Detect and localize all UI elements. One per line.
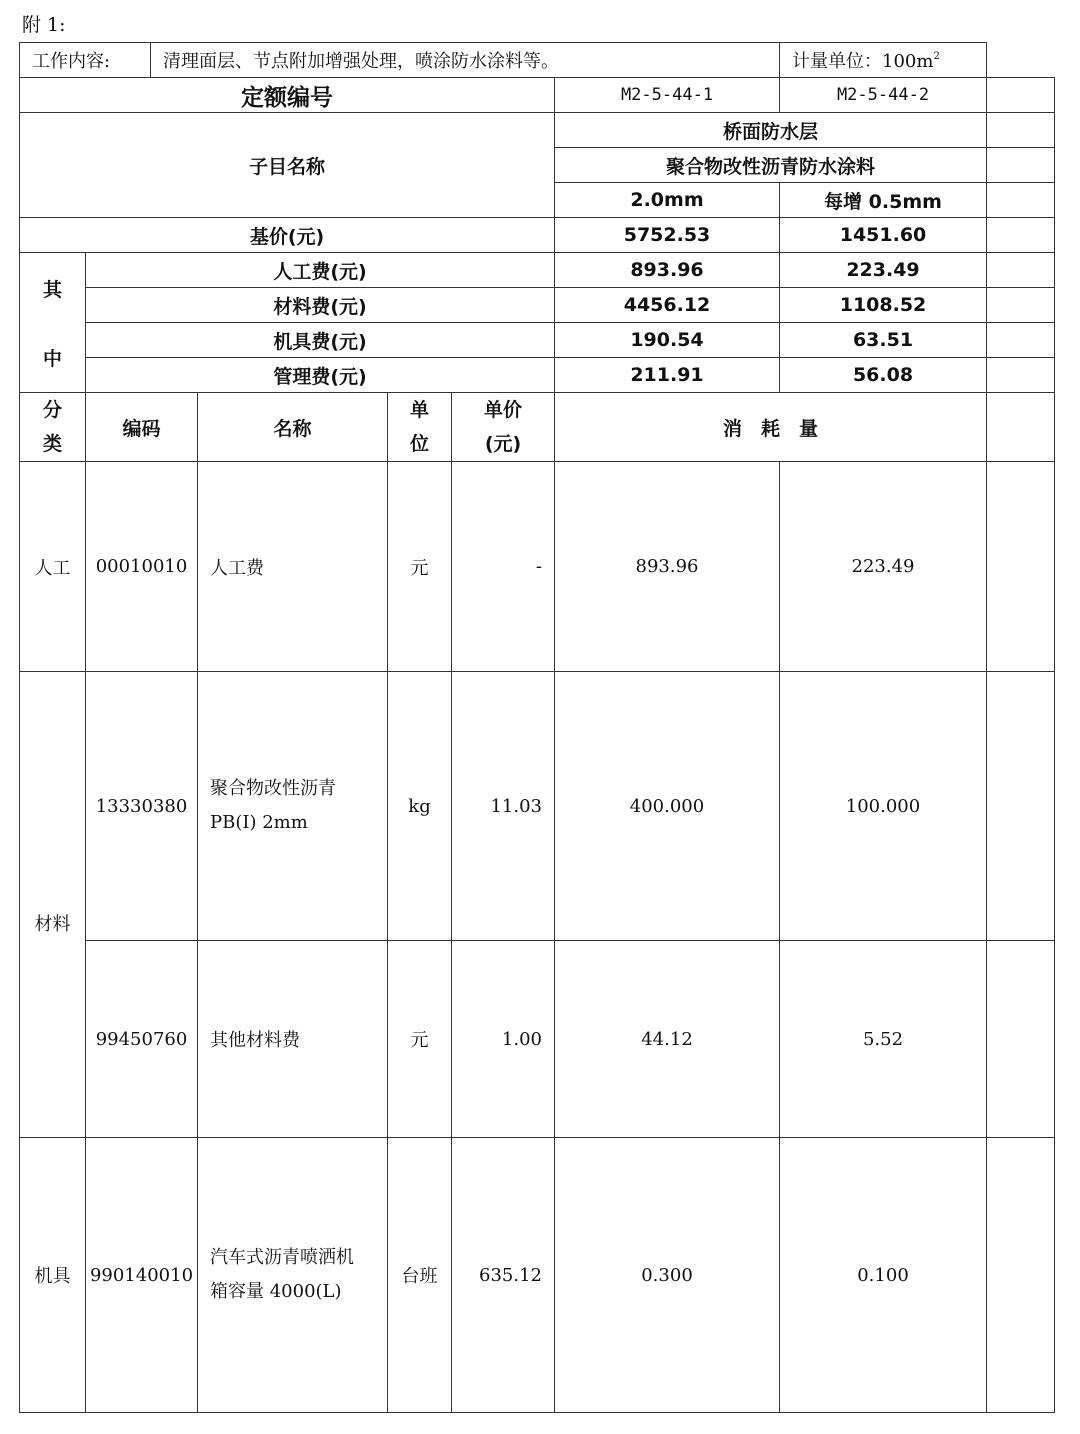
quota-code-2: M2-5-44-2 (836, 85, 930, 105)
item-consumption-2: 0.100 (857, 1264, 909, 1286)
subitem-category: 桥面防水层 (722, 120, 818, 143)
col-header-price-2: (元) (484, 433, 522, 455)
work-content-label: 工作内容: (32, 51, 111, 72)
item-consumption-2: 5.52 (862, 1028, 904, 1050)
item-price: - (535, 556, 542, 577)
col-header-category-1: 分 (42, 399, 62, 421)
item-unit: 元 (410, 557, 429, 579)
material-cost-label: 材料费(元) (273, 295, 367, 318)
item-code: 13330380 (95, 795, 188, 817)
subitem-spec-1: 2.0mm (630, 189, 704, 211)
col-header-price (452, 393, 554, 461)
item-name: 其他材料费 (210, 1030, 300, 1051)
item-name-line-2: PB(Ⅰ) 2mm (210, 812, 308, 833)
quota-code-1: M2-5-44-1 (620, 85, 714, 105)
item-category: 机具 (34, 1266, 71, 1287)
col-header-price-1: 单价 (483, 399, 522, 421)
labor-cost-2: 223.49 (846, 259, 920, 281)
item-consumption-1: 44.12 (641, 1028, 693, 1050)
base-price-1: 5752.53 (623, 224, 711, 246)
breakdown-label-top: 其 (42, 278, 62, 301)
item-name-line-1: 汽车式沥青喷洒机 (210, 1247, 354, 1268)
management-cost-2: 56.08 (852, 364, 914, 386)
item-price: 11.03 (490, 795, 542, 817)
item-unit: 台班 (401, 1266, 438, 1287)
item-price: 1.00 (501, 1028, 542, 1050)
item-name-line-2: 箱容量 4000(L) (210, 1281, 342, 1302)
item-consumption-2: 100.000 (845, 795, 921, 817)
subitem-label: 子目名称 (248, 155, 325, 178)
base-price-label: 基价(元) (249, 225, 325, 248)
item-category: 材料 (34, 914, 71, 935)
item-unit: 元 (410, 1030, 429, 1051)
item-name (198, 1138, 387, 1412)
item-code: 990140010 (89, 1264, 194, 1286)
machinery-cost-1: 190.54 (630, 329, 704, 351)
quota-code-label: 定额编号 (241, 84, 333, 111)
col-header-consumption: 消 耗 量 (722, 417, 818, 440)
management-cost-label: 管理费(元) (273, 365, 367, 388)
col-header-name: 名称 (273, 417, 312, 440)
item-consumption-1: 893.96 (635, 556, 699, 577)
breakdown-label-bottom: 中 (42, 348, 62, 370)
item-category: 人工 (34, 557, 71, 579)
item-name-line-1: 聚合物改性沥青 (210, 778, 336, 799)
work-content-text: 清理面层、节点附加增强处理，喷涂防水涂料等。 (163, 51, 559, 72)
item-price: 635.12 (479, 1264, 542, 1286)
col-header-code: 编码 (122, 417, 161, 440)
item-name: 人工费 (210, 557, 264, 579)
machinery-cost-2: 63.51 (852, 329, 914, 351)
item-code: 99450760 (95, 1028, 188, 1050)
appendix-heading: 附 1: (22, 14, 66, 36)
unit-of-measure (780, 43, 986, 77)
item-unit: kg (408, 795, 431, 817)
labor-cost-1: 893.96 (630, 259, 704, 281)
col-header-category-2: 类 (42, 433, 62, 455)
labor-cost-label: 人工费(元) (273, 260, 367, 283)
subitem-material: 聚合物改性沥青防水涂料 (665, 155, 875, 178)
machinery-cost-label: 机具费(元) (273, 330, 367, 353)
material-cost-1: 4456.12 (623, 294, 711, 316)
item-consumption-2: 223.49 (851, 556, 915, 577)
unit-superscript: 2 (933, 50, 940, 62)
item-consumption-1: 0.300 (641, 1264, 693, 1286)
management-cost-1: 211.91 (630, 364, 704, 386)
base-price-2: 1451.60 (839, 224, 927, 246)
col-header-category (20, 393, 85, 461)
item-name (198, 672, 387, 940)
col-header-unit-2: 位 (409, 433, 429, 455)
col-header-unit-1: 单 (409, 399, 429, 421)
unit-of-measure-label: 计量单位：100m (792, 51, 934, 72)
material-cost-2: 1108.52 (839, 294, 927, 316)
subitem-spec-2: 每增 0.5mm (824, 190, 942, 213)
col-header-unit (388, 393, 451, 461)
item-consumption-1: 400.000 (629, 795, 705, 817)
item-code: 00010010 (95, 556, 188, 577)
